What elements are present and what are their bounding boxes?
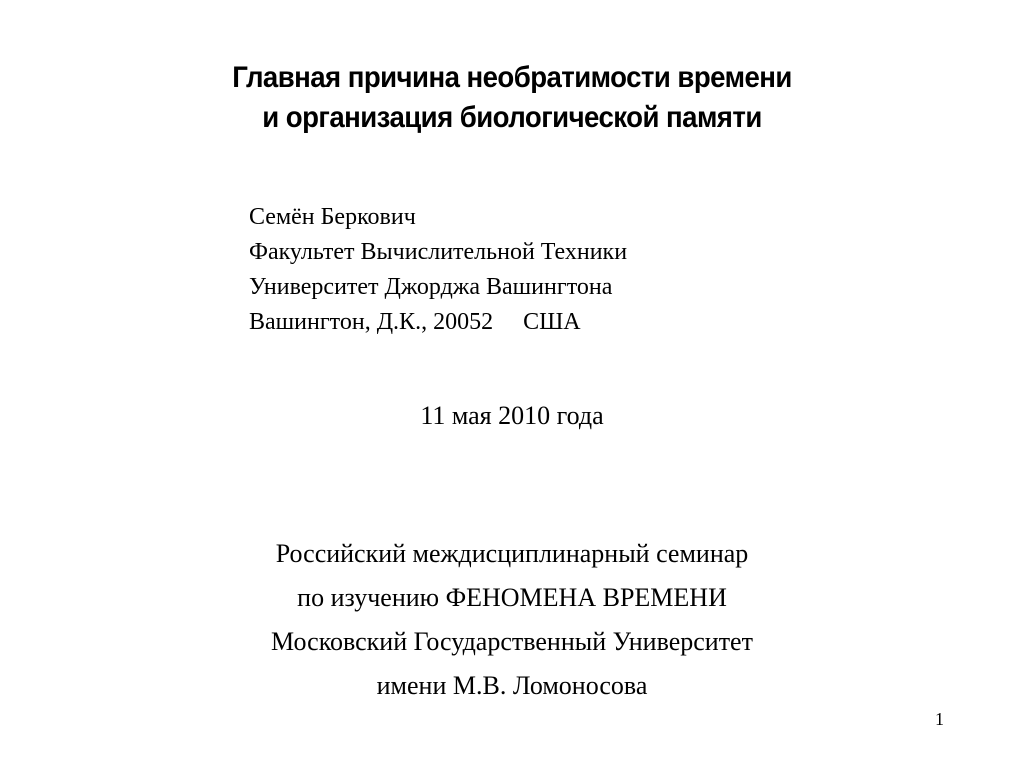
author-name: Семён Беркович <box>249 204 416 230</box>
title-line-1: Главная причина необратимости времени <box>232 61 792 94</box>
seminar-line-2: по изучению ФЕНОМЕНА ВРЕМЕНИ <box>297 583 727 612</box>
author-department: Факультет Вычислительной Техники <box>249 239 628 265</box>
seminar-info <box>0 532 1024 708</box>
title-line-2: и организация биологической памяти <box>262 101 762 134</box>
presentation-date: 11 мая 2010 года <box>420 401 604 430</box>
seminar-line-3: Московский Государственный Университет <box>271 627 753 656</box>
author-address: Вашингтон, Д.К., 20052 США <box>249 309 581 335</box>
author-university: Университет Джорджа Вашингтона <box>249 274 613 300</box>
page-number: 1 <box>935 709 944 729</box>
slide-title <box>41 58 983 138</box>
seminar-line-4: имени М.В. Ломоносова <box>376 671 648 700</box>
seminar-line-1: Российский междисциплинарный семинар <box>275 539 749 568</box>
author-block <box>249 200 627 340</box>
